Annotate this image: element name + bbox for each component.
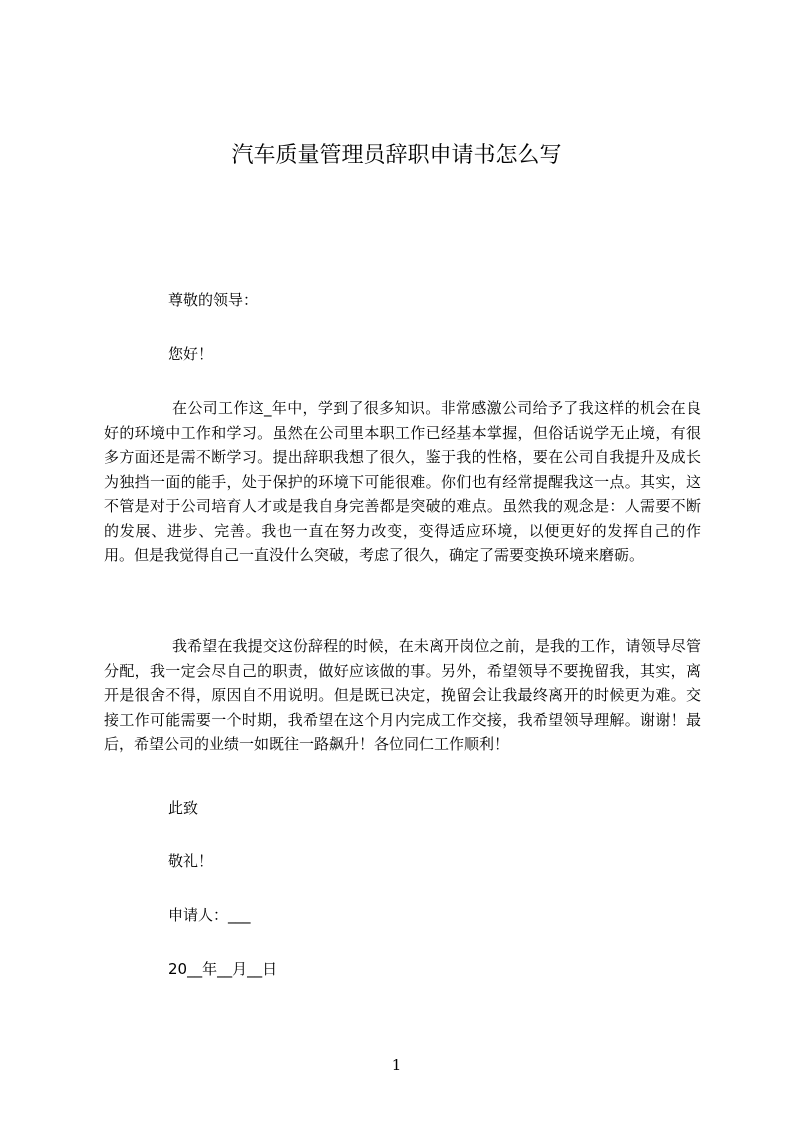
applicant-line: 申请人：___ xyxy=(168,906,251,924)
closing-line-1: 此致 xyxy=(168,799,199,817)
body-paragraph-1: 在公司工作这_年中，学到了很多知识。非常感激公司给予了我这样的机会在良好的环境中工作和学习。虽然在公司里本职工作已经基本掌握，但俗话说学无止境，有很多方面还是需不断学习。提出辞职我想了很久，鉴于我的性格，要在公司自我提升及成长为独挡一面的能手，处于保护的环境下可能很难。你们也有经常提醒我这一点。其实，这不管是对于公司培育人才或是我自身完善都是突破的难点。虽然我的观念是：人需要不断的发展、进步、完善。我也一直在努力改变，变得适应环境，以便更好的发挥自己的作用。但是我觉得自己一直没什么突破，考虑了很久，确定了需要变换环境来磨砺。 xyxy=(104,399,701,564)
closing-line-2: 敬礼！ xyxy=(168,852,214,870)
salutation: 尊敬的领导： xyxy=(168,291,259,309)
page-number: 1 xyxy=(391,1056,402,1074)
body-paragraph-2: 我希望在我提交这份辞程的时候，在未离开岗位之前，是我的工作，请领导尽管分配，我一定会尽自己的职责，做好应该做的事。另外，希望领导不要挽留我，其实，离开是很舍不得，原因自不用说明。但是既已决定，挽留会让我最终离开的时候更为难。交接工作可能需要一个时期，我希望在这个月内完成工作交接，我希望领导理解。谢谢！最后，希望公司的业绩一如既往一路飙升！各位同仁工作顺利！ xyxy=(104,637,701,753)
document-title: 汽车质量管理员辞职申请书怎么写 xyxy=(231,143,562,168)
date-line: 20__年__月__日 xyxy=(168,960,278,978)
greeting: 您好！ xyxy=(168,345,214,363)
